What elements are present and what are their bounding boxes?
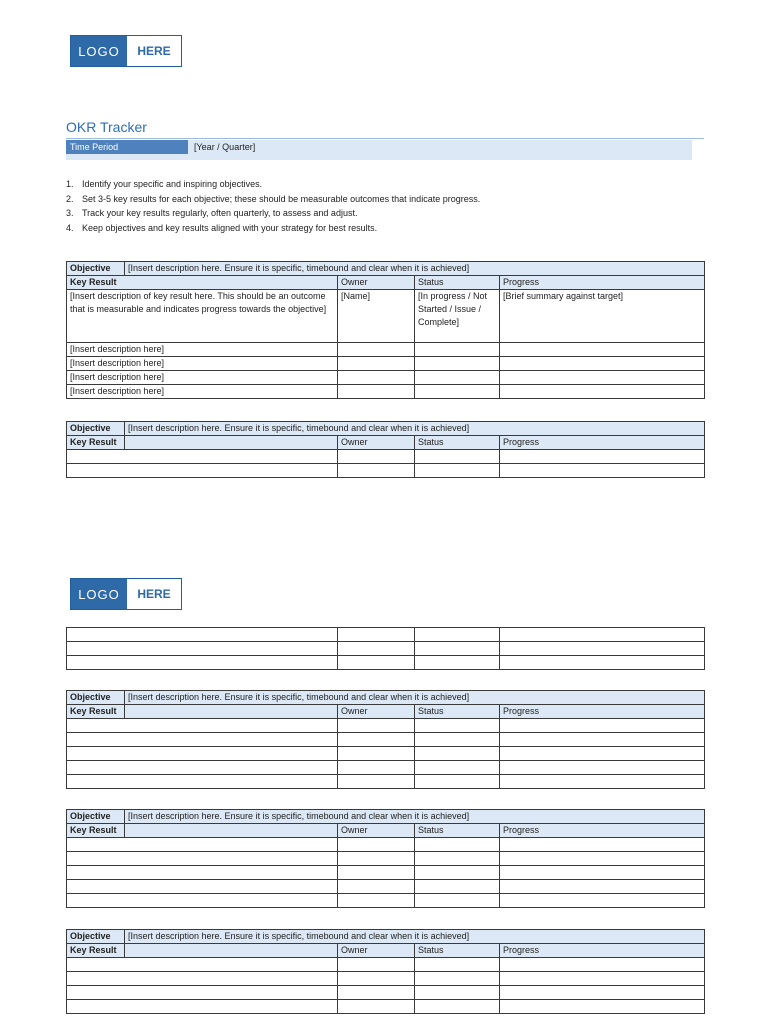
progress-header: Progress [500, 824, 705, 838]
progress-cell[interactable] [500, 852, 705, 866]
objective-label: Objective [67, 810, 125, 824]
status-cell[interactable] [415, 719, 500, 733]
time-period-row [66, 140, 692, 160]
header-row [67, 276, 705, 290]
owner-cell[interactable] [338, 747, 415, 761]
progress-cell[interactable] [500, 1000, 705, 1014]
status-cell[interactable] [415, 866, 500, 880]
progress-cell[interactable] [500, 747, 705, 761]
instruction-item: 4. Keep objectives and key results aligned with your strategy for best results. [66, 222, 378, 233]
status-cell[interactable] [415, 986, 500, 1000]
progress-cell[interactable] [500, 838, 705, 852]
owner-cell[interactable] [338, 838, 415, 852]
header-blank [125, 436, 338, 450]
progress-cell[interactable] [500, 450, 705, 464]
status-cell[interactable]: [In progress / Not Started / Issue / Complete] [415, 290, 500, 343]
objective-label: Objective [67, 422, 125, 436]
progress-cell[interactable] [500, 357, 705, 371]
status-cell[interactable] [415, 775, 500, 789]
key-result-cell[interactable] [67, 747, 338, 761]
progress-cell[interactable] [500, 866, 705, 880]
status-cell[interactable] [415, 761, 500, 775]
status-cell[interactable] [415, 385, 500, 399]
key-result-cell[interactable] [67, 733, 338, 747]
progress-cell[interactable] [500, 733, 705, 747]
table-row [67, 464, 705, 478]
key-result-cell[interactable] [67, 986, 338, 1000]
owner-cell[interactable] [338, 450, 415, 464]
owner-cell[interactable]: [Name] [338, 290, 415, 343]
owner-cell[interactable] [338, 656, 415, 670]
header-blank [125, 944, 338, 958]
key-result-header: Key Result [67, 944, 125, 958]
status-cell[interactable] [415, 880, 500, 894]
time-period-label: Time Period [66, 140, 188, 154]
progress-cell[interactable] [500, 880, 705, 894]
key-result-cell[interactable] [67, 628, 338, 642]
status-cell[interactable] [415, 450, 500, 464]
logo-right: HERE [127, 579, 181, 609]
key-result-cell[interactable]: [Insert description here] [67, 357, 338, 371]
status-header: Status [415, 705, 500, 719]
table-row [67, 1000, 705, 1014]
key-result-cell[interactable] [67, 972, 338, 986]
status-cell[interactable] [415, 464, 500, 478]
header-blank [125, 824, 338, 838]
status-cell[interactable] [415, 852, 500, 866]
status-cell[interactable] [415, 628, 500, 642]
key-result-cell[interactable]: [Insert description of key result here. This should be an outcome that is measurable and indicates progress towards the objective] [67, 290, 338, 343]
status-cell[interactable] [415, 343, 500, 357]
owner-cell[interactable] [338, 385, 415, 399]
key-result-cell[interactable] [67, 642, 338, 656]
instruction-item: 2. Set 3-5 key results for each objective; these should be measurable outcomes that indicate progress. [66, 193, 481, 204]
owner-cell[interactable] [338, 761, 415, 775]
okr-table-example [66, 261, 705, 399]
table-row [67, 357, 705, 371]
table-row [67, 656, 705, 670]
logo-left: LOGO [71, 36, 127, 66]
owner-cell[interactable] [338, 719, 415, 733]
table-row [67, 775, 705, 789]
owner-cell[interactable] [338, 464, 415, 478]
status-cell[interactable] [415, 838, 500, 852]
key-result-cell[interactable] [67, 761, 338, 775]
progress-header: Progress [500, 944, 705, 958]
progress-cell[interactable] [500, 894, 705, 908]
key-result-cell[interactable] [67, 1000, 338, 1014]
objective-description[interactable]: [Insert description here. Ensure it is specific, timebound and clear when it is achieved] [125, 262, 705, 276]
logo-right: HERE [127, 36, 181, 66]
objective-description[interactable]: [Insert description here. Ensure it is specific, timebound and clear when it is achieved] [125, 810, 705, 824]
owner-cell[interactable] [338, 986, 415, 1000]
key-result-cell[interactable]: [Insert description here] [67, 343, 338, 357]
okr-table-2 [66, 421, 705, 478]
table-row [67, 880, 705, 894]
okr-table-4 [66, 690, 705, 789]
key-result-cell[interactable] [67, 880, 338, 894]
progress-cell[interactable] [500, 986, 705, 1000]
time-period-value[interactable]: [Year / Quarter] [194, 142, 256, 152]
status-cell[interactable] [415, 972, 500, 986]
owner-cell[interactable] [338, 343, 415, 357]
key-result-cell[interactable] [67, 775, 338, 789]
progress-header: Progress [500, 436, 705, 450]
key-result-cell[interactable]: [Insert description here] [67, 371, 338, 385]
table-row [67, 986, 705, 1000]
okr-table-6 [66, 929, 705, 1014]
key-result-cell[interactable] [67, 719, 338, 733]
status-cell[interactable] [415, 371, 500, 385]
title-rule [66, 138, 704, 139]
status-cell[interactable] [415, 958, 500, 972]
key-result-cell[interactable] [67, 450, 338, 464]
instruction-item: 1. Identify your specific and inspiring objectives. [66, 179, 263, 189]
progress-cell[interactable] [500, 656, 705, 670]
status-cell[interactable] [415, 642, 500, 656]
header-row [67, 944, 705, 958]
table-row [67, 972, 705, 986]
progress-cell[interactable] [500, 385, 705, 399]
progress-cell[interactable] [500, 464, 705, 478]
owner-header: Owner [338, 276, 415, 290]
key-result-cell[interactable]: [Insert description here] [67, 385, 338, 399]
status-header: Status [415, 276, 500, 290]
key-result-cell[interactable] [67, 852, 338, 866]
progress-cell[interactable] [500, 642, 705, 656]
key-result-header: Key Result [67, 705, 125, 719]
table-row [67, 642, 705, 656]
table-row [67, 761, 705, 775]
table-row [67, 747, 705, 761]
owner-header: Owner [338, 824, 415, 838]
progress-cell[interactable] [500, 972, 705, 986]
owner-cell[interactable] [338, 628, 415, 642]
page-title: OKR Tracker [66, 119, 147, 135]
owner-cell[interactable] [338, 972, 415, 986]
objective-description[interactable]: [Insert description here. Ensure it is specific, timebound and clear when it is achieved] [125, 422, 705, 436]
owner-cell[interactable] [338, 880, 415, 894]
logo [70, 35, 182, 67]
header-blank [125, 705, 338, 719]
owner-cell[interactable] [338, 775, 415, 789]
progress-cell[interactable] [500, 719, 705, 733]
logo [70, 578, 182, 610]
owner-cell[interactable] [338, 1000, 415, 1014]
objective-label: Objective [67, 930, 125, 944]
logo-left: LOGO [71, 579, 127, 609]
status-cell[interactable] [415, 747, 500, 761]
table-row [67, 290, 705, 343]
key-result-header: Key Result [67, 824, 125, 838]
progress-header: Progress [500, 705, 705, 719]
table-row [67, 628, 705, 642]
owner-header: Owner [338, 436, 415, 450]
progress-cell[interactable] [500, 761, 705, 775]
owner-cell[interactable] [338, 357, 415, 371]
table-row [67, 343, 705, 357]
key-result-header: Key Result [67, 276, 338, 290]
status-header: Status [415, 824, 500, 838]
table-row [67, 838, 705, 852]
objective-row [67, 422, 705, 436]
owner-cell[interactable] [338, 894, 415, 908]
objective-row [67, 810, 705, 824]
owner-header: Owner [338, 944, 415, 958]
objective-label: Objective [67, 691, 125, 705]
progress-cell[interactable] [500, 775, 705, 789]
objective-description[interactable]: [Insert description here. Ensure it is specific, timebound and clear when it is achieved] [125, 691, 705, 705]
owner-header: Owner [338, 705, 415, 719]
owner-cell[interactable] [338, 866, 415, 880]
progress-cell[interactable] [500, 343, 705, 357]
header-row [67, 436, 705, 450]
instructions-list [66, 177, 480, 235]
status-header: Status [415, 436, 500, 450]
progress-cell[interactable] [500, 628, 705, 642]
key-result-cell[interactable] [67, 958, 338, 972]
key-result-cell[interactable] [67, 838, 338, 852]
status-cell[interactable] [415, 656, 500, 670]
objective-label: Objective [67, 262, 125, 276]
instruction-item: 3. Track your key results regularly, often quarterly, to assess and adjust. [66, 208, 358, 219]
table-row [67, 450, 705, 464]
table-row [67, 719, 705, 733]
table-row [67, 958, 705, 972]
objective-row [67, 691, 705, 705]
key-result-cell[interactable] [67, 866, 338, 880]
owner-cell[interactable] [338, 642, 415, 656]
table-row [67, 852, 705, 866]
table-row [67, 371, 705, 385]
table-row [67, 894, 705, 908]
owner-cell[interactable] [338, 371, 415, 385]
table-row [67, 385, 705, 399]
header-row [67, 705, 705, 719]
progress-cell[interactable]: [Brief summary against target] [500, 290, 705, 343]
okr-table-continued [66, 627, 705, 670]
key-result-header: Key Result [67, 436, 125, 450]
key-result-cell[interactable] [67, 894, 338, 908]
status-cell[interactable] [415, 357, 500, 371]
progress-header: Progress [500, 276, 705, 290]
owner-cell[interactable] [338, 958, 415, 972]
owner-cell[interactable] [338, 852, 415, 866]
key-result-cell[interactable] [67, 656, 338, 670]
status-header: Status [415, 944, 500, 958]
status-cell[interactable] [415, 894, 500, 908]
progress-cell[interactable] [500, 958, 705, 972]
owner-cell[interactable] [338, 733, 415, 747]
objective-description[interactable]: [Insert description here. Ensure it is specific, timebound and clear when it is achieved] [125, 930, 705, 944]
status-cell[interactable] [415, 1000, 500, 1014]
table-row [67, 733, 705, 747]
progress-cell[interactable] [500, 371, 705, 385]
okr-table-5 [66, 809, 705, 908]
objective-row [67, 262, 705, 276]
status-cell[interactable] [415, 733, 500, 747]
objective-row [67, 930, 705, 944]
header-row [67, 824, 705, 838]
key-result-cell[interactable] [67, 464, 338, 478]
table-row [67, 866, 705, 880]
